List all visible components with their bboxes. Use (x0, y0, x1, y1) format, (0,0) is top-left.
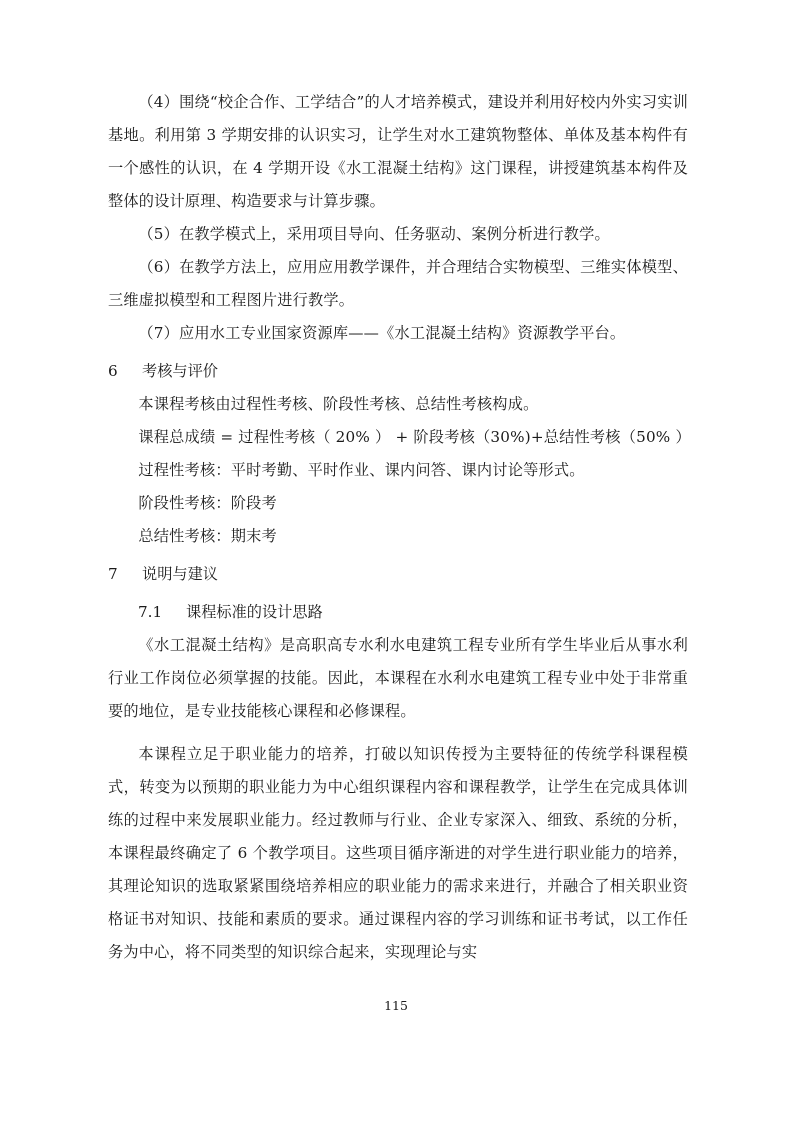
section6-line-4: 阶段性考核：阶段考 (138, 494, 277, 512)
section-number-6: 6 (108, 362, 118, 380)
paragraph-item-6: （6）在教学方法上，应用应用教学课件，并合理结合实物模型、三维实体模型、三维虚拟模型和工程图片进行教学。 (108, 258, 688, 309)
section-heading-7 (108, 558, 688, 591)
section-title-7: 说明与建议 (142, 565, 218, 583)
section7-paragraph-2: 本课程立足于职业能力的培养，打破以知识传授为主要特征的传统学科课程模式，转变为以预期的职业能力为中心组织课程内容和课程教学，让学生在完成具体训练的过程中来发展职业能力。经过教师与行业、企业专家深入、细致、系统的分析，本课程最终确定了 6 个教学项目。这些项目循序渐进的对学生进行职业能力的培养，其理论知识的选取紧紧围绕培养相应的职业能力的需求来进行，并融合了相关职业资格证书对知识、技能和素质的要求。通过课程内容的学习训练和证书考试，以工作任务为中心，将不同类型的知识综合起来，实现理论与实 (108, 745, 688, 961)
subsection-title-7-1: 课程标准的设计思路 (186, 603, 323, 621)
paragraph-item-4: （4）围绕“校企合作、工学结合”的人才培养模式，建设并利用好校内外实习实训基地。利用第 3 学期安排的认识实习，让学生对水工建筑物整体、单体及基本构件有一个感性的认识，在 4 学期开设《水工混凝土结构》这门课程，讲授建筑基本构件及整体的设计原理、构造要求与计算步骤。 (108, 93, 688, 210)
page-content (108, 86, 691, 969)
section7-paragraph-1: 《水工混凝土结构》是高职高专水利水电建筑工程专业所有学生毕业后从事水利行业工作岗位必须掌握的技能。因此，本课程在水利水电建筑工程专业中处于非常重要的地位，是专业技能核心课程和必修课程。 (108, 636, 688, 720)
section-title-6: 考核与评价 (142, 362, 218, 380)
section-number-7: 7 (108, 565, 118, 583)
section6-line-3: 过程性考核：平时考勤、平时作业、课内问答、课内讨论等形式。 (138, 461, 585, 479)
page-number: 115 (384, 998, 408, 1013)
section-heading-6 (108, 355, 688, 388)
subsection-heading-7-1 (108, 596, 688, 629)
section6-line-1: 本课程考核由过程性考核、阶段性考核、总结性考核构成。 (138, 395, 539, 413)
section6-line-2: 课程总成绩 = 过程性考核（ 20% ） + 阶段考核（30%)+总结性考核（50% ） (138, 428, 691, 446)
paragraph-item-5: （5）在教学模式上，采用项目导向、任务驱动、案例分析进行教学。 (138, 225, 610, 243)
section6-line-5: 总结性考核：期末考 (138, 527, 277, 545)
subsection-number-7-1: 7.1 (138, 603, 163, 621)
spacer (108, 728, 688, 738)
paragraph-item-7: （7）应用水工专业国家资源库——《水工混凝土结构》资源教学平台。 (138, 324, 626, 342)
